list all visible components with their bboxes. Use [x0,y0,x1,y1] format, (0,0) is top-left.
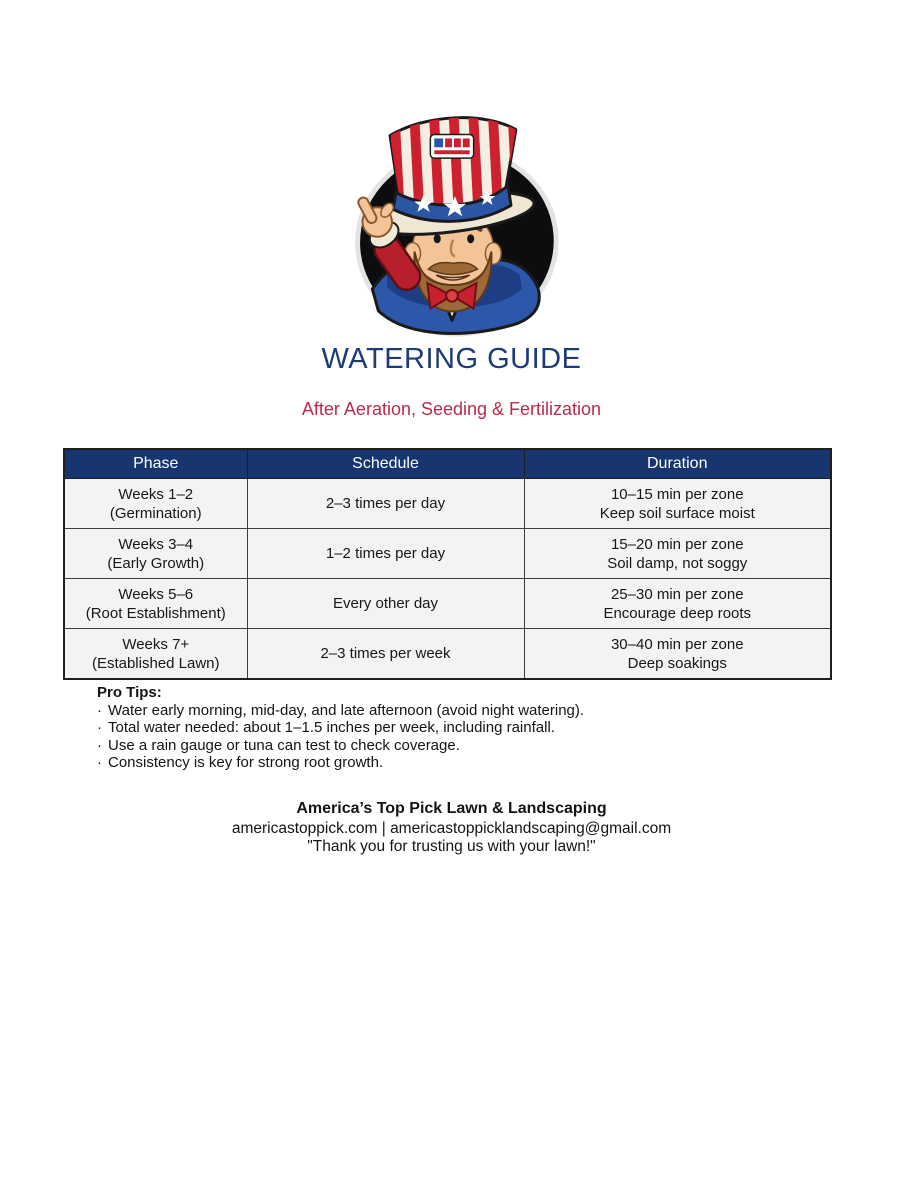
website-text: americastoppick.com [231,820,378,837]
bullet-icon: · [97,719,102,737]
duration-line: 30–40 min per zone [610,635,744,653]
table-header-row [64,449,831,479]
phase-line: Weeks 3–4 [118,535,194,553]
bullet-icon: · [97,754,102,772]
company-name: America’s Top Pick Lawn & Landscaping [296,800,607,817]
table-row [64,579,831,629]
email-text: americastoppicklandscaping@gmail.com [390,820,672,837]
table-row [64,629,831,680]
hat-badge-icon [430,135,473,159]
schedule-cell: Every other day [247,579,524,629]
phase-line: Weeks 5–6 [118,585,194,603]
bullet-icon: · [97,701,102,719]
duration-line: Encourage deep roots [603,604,752,622]
pro-tips-section [97,684,717,772]
tip-item [97,719,717,737]
company-logo [333,108,569,340]
duration-line: Deep soakings [627,654,727,672]
phase-cell [64,529,247,579]
watering-schedule-table [63,448,832,680]
separator: | [381,820,386,837]
schedule-cell: 2–3 times per day [247,479,524,529]
duration-cell [524,529,831,579]
tip-text: Water early morning, mid-day, and late afternoon (avoid night watering). [108,701,585,719]
tip-item [97,702,717,720]
duration-line: 10–15 min per zone [610,485,744,503]
bullet-icon: · [97,736,102,754]
duration-cell [524,479,831,529]
phase-cell [64,579,247,629]
duration-line: 15–20 min per zone [610,535,744,553]
phase-cell [64,479,247,529]
table-row [64,479,831,529]
duration-cell [524,629,831,680]
table-row [64,529,831,579]
uncle-sam-icon [333,108,569,340]
tip-text: Total water needed: about 1–1.5 inches per week, including rainfall. [108,719,555,737]
tip-text: Use a rain gauge or tuna can test to check coverage. [108,736,460,754]
tip-item [97,754,717,772]
page-subtitle: After Aeration, Seeding & Fertilization [301,399,602,419]
schedule-cell: 2–3 times per week [247,629,524,680]
tip-item [97,737,717,755]
duration-line: Soil damp, not soggy [607,554,748,572]
phase-line: (Established Lawn) [91,654,220,672]
phase-line: (Early Growth) [107,554,205,572]
phase-line: Weeks 1–2 [118,485,194,503]
column-header-duration: Duration [524,449,831,479]
column-header-schedule: Schedule [247,449,524,479]
duration-line: Keep soil surface moist [599,504,755,522]
phase-line: Weeks 7+ [122,635,190,653]
contact-line [0,820,903,838]
phase-cell [64,629,247,680]
duration-cell [524,579,831,629]
tip-text: Consistency is key for strong root growth. [108,754,384,772]
phase-line: (Germination) [109,504,202,522]
column-header-phase: Phase [64,449,247,479]
tagline: "Thank you for trusting us with your lawn!" [307,838,596,855]
duration-line: 25–30 min per zone [610,585,744,603]
page-title: WATERING GUIDE [321,343,582,375]
pro-tips-heading: Pro Tips: [97,684,162,701]
phase-line: (Root Establishment) [85,604,226,622]
footer [0,800,903,856]
schedule-cell: 1–2 times per day [247,529,524,579]
